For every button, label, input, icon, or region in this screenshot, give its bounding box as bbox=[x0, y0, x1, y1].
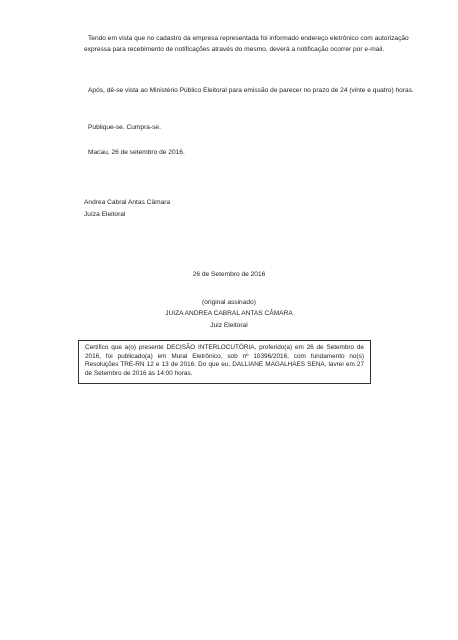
paragraph-publique-se bbox=[84, 123, 420, 134]
signature-block bbox=[84, 197, 170, 220]
certificate-text: Certifico que a(o) presente DECISÃO INTERLOCUTÓRIA, proferido(a) em 26 de Setembro de 2016, foi publicado(a) em Mural Eletrônico, sob nº 10396/2016, com fundamento no(s) Resoluções TRE-RN 12 e 13 de 2016. Do que eu, DALLIANE MAGALHAES SENA, lavrei em 27 de Setembro de 2016 às 14:00 horas. bbox=[85, 344, 364, 377]
date-line: 26 de Setembro de 2016 bbox=[192, 271, 266, 278]
judge-name: JUIZA ANDREA CABRAL ANTAS CÂMARA bbox=[165, 310, 293, 317]
paragraph-text: Publique-se. Cumpra-se. bbox=[88, 124, 161, 131]
paragraph-place-date bbox=[84, 148, 420, 159]
publication-certificate-box bbox=[78, 340, 371, 384]
signature-name: Andrea Cabral Antas Câmara bbox=[84, 199, 171, 206]
paragraph-text: Tendo em vista que no cadastro da empresa representada foi informado endereço eletrônico com autorização expressa para recebimento de notificações através do mesmo, deverá a notificação ocorrer por e-mail. bbox=[84, 35, 409, 53]
paragraph-email-notification bbox=[84, 34, 420, 55]
signature-title: Juíza Eleitoral bbox=[84, 210, 126, 218]
paragraph-ministerio-publico bbox=[84, 86, 420, 97]
judge-role: Juiz Eleitoral bbox=[210, 322, 248, 329]
paragraph-text: Após, dê-se vista ao Ministério Público Eleitoral para emissão de parecer no prazo de 24 (vinte e quatro) horas. bbox=[88, 87, 414, 94]
original-signed-note: (original assinado) bbox=[202, 299, 256, 306]
paragraph-text: Macau, 26 de setembro de 2016. bbox=[88, 149, 185, 156]
